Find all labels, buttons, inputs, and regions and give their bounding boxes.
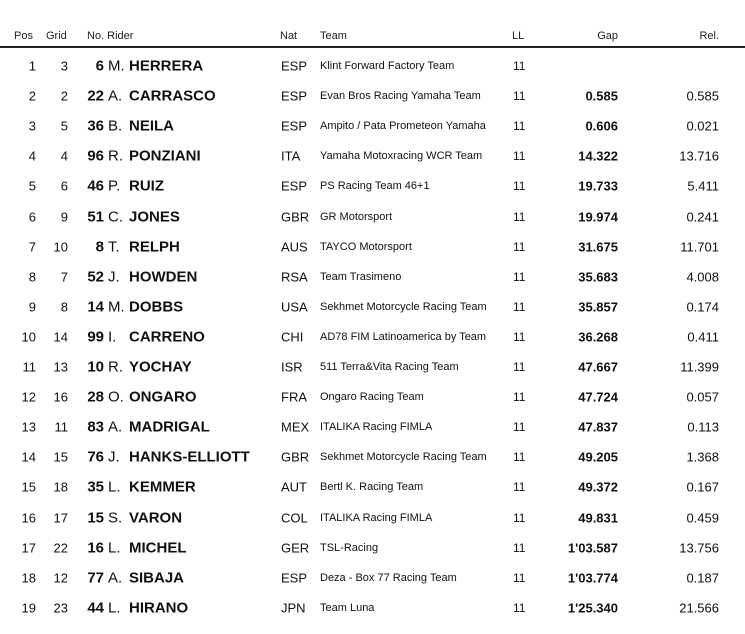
gap: 19.733 — [578, 178, 618, 194]
rider-initial: M. — [108, 57, 125, 75]
header-nat: Nat — [280, 30, 298, 42]
rider-name: NEILA — [129, 117, 174, 135]
grid: 13 — [53, 359, 68, 375]
team-name: Ampito / Pata Prometeon Yamaha — [320, 120, 486, 133]
gap: 31.675 — [578, 239, 618, 255]
rider-number: 28 — [87, 388, 104, 406]
position: 7 — [28, 239, 36, 255]
grid: 23 — [53, 600, 68, 616]
position: 12 — [21, 389, 36, 405]
relative-gap: 11.701 — [680, 239, 719, 255]
position: 1 — [28, 58, 36, 74]
table-row — [0, 141, 745, 171]
laps-led: 11 — [513, 420, 526, 435]
results-header — [0, 0, 745, 48]
rider-name: CARRASCO — [129, 87, 216, 105]
rider-initial: R. — [108, 358, 123, 376]
team-name: ITALIKA Racing FIMLA — [320, 421, 433, 434]
gap: 49.205 — [578, 449, 618, 465]
rider-name: PONZIANI — [129, 147, 201, 165]
nationality: ESP — [281, 58, 308, 74]
table-row — [0, 171, 745, 201]
table-row — [0, 232, 745, 262]
team-name: TAYCO Motorsport — [320, 240, 412, 253]
relative-gap: 11.399 — [680, 359, 719, 375]
position: 17 — [21, 540, 36, 556]
position: 18 — [21, 570, 36, 586]
gap: 0.585 — [585, 88, 618, 104]
team-name: TSL-Racing — [320, 541, 379, 554]
team-name: ITALIKA Racing FIMLA — [320, 511, 433, 524]
laps-led: 11 — [513, 179, 526, 194]
rider-name: KEMMER — [129, 478, 196, 496]
rider-name: MICHEL — [129, 539, 187, 557]
nationality: AUT — [281, 479, 307, 495]
relative-gap: 0.459 — [686, 510, 719, 525]
table-row — [0, 593, 745, 623]
gap: 0.606 — [585, 118, 618, 134]
table-row — [0, 51, 745, 81]
nationality: CHI — [281, 329, 304, 345]
rider-number: 14 — [87, 298, 104, 316]
laps-led: 11 — [513, 360, 526, 374]
rider-name: HIRANO — [129, 599, 189, 617]
rider-initial: A. — [108, 418, 123, 436]
team-name: GR Motorsport — [320, 210, 393, 223]
nationality: AUS — [281, 239, 308, 255]
gap: 47.667 — [578, 359, 618, 375]
position: 5 — [28, 178, 36, 194]
nationality: COL — [281, 510, 308, 525]
team-name: Team Luna — [320, 601, 375, 614]
rider-number: 44 — [87, 599, 104, 617]
laps-led: 11 — [513, 209, 526, 224]
laps-led: 11 — [513, 329, 526, 344]
rider-number: 83 — [87, 418, 104, 436]
laps-led: 11 — [513, 600, 526, 615]
laps-led: 11 — [513, 510, 526, 525]
rider-number: 51 — [87, 208, 104, 225]
team-name: Bertl K. Racing Team — [320, 481, 424, 494]
rider-name: VARON — [129, 509, 183, 526]
rider-number: 99 — [87, 328, 104, 346]
relative-gap: 0.187 — [686, 570, 719, 586]
header-pos: Pos — [14, 30, 33, 42]
rider-initial: T. — [108, 238, 120, 256]
position: 6 — [28, 209, 36, 224]
laps-led: 11 — [513, 269, 526, 284]
nationality: ESP — [281, 570, 308, 586]
laps-led: 11 — [513, 299, 526, 314]
rider-name: RELPH — [129, 238, 180, 256]
rider-number: 6 — [95, 57, 104, 75]
rider-name: JONES — [129, 208, 180, 225]
grid: 11 — [54, 419, 68, 435]
table-row — [0, 262, 745, 292]
header-rel: Rel. — [699, 30, 719, 42]
header-grid: Grid — [46, 30, 67, 42]
nationality: FRA — [281, 389, 307, 405]
table-row — [0, 81, 745, 111]
grid: 10 — [53, 239, 68, 255]
relative-gap: 13.716 — [679, 148, 719, 164]
rider-number: 76 — [87, 448, 104, 466]
rider-initial: J. — [108, 268, 120, 286]
rider-initial: L. — [108, 539, 121, 557]
team-name: Team Trasimeno — [320, 270, 402, 283]
gap: 36.268 — [578, 329, 618, 345]
position: 16 — [21, 510, 36, 525]
rider-name: MADRIGAL — [129, 418, 210, 436]
laps-led: 11 — [513, 540, 526, 555]
rider-name: HOWDEN — [129, 268, 198, 286]
relative-gap: 4.008 — [686, 269, 719, 285]
table-row — [0, 503, 745, 533]
rider-number: 46 — [87, 177, 104, 195]
gap: 1'25.340 — [567, 600, 618, 616]
rider-number: 35 — [87, 478, 104, 496]
rider-number: 10 — [87, 358, 104, 376]
rider-initial: S. — [108, 509, 123, 526]
rider-initial: A. — [108, 569, 123, 587]
rider-number: 22 — [87, 87, 104, 105]
relative-gap: 21.566 — [679, 600, 719, 616]
table-row — [0, 382, 745, 412]
position: 4 — [28, 148, 36, 164]
nationality: MEX — [281, 419, 310, 435]
rider-initial: I. — [108, 328, 117, 346]
table-row — [0, 202, 745, 232]
grid: 18 — [53, 479, 68, 495]
rider-number: 16 — [87, 539, 104, 557]
table-row — [0, 533, 745, 563]
nationality: RSA — [281, 269, 308, 285]
gap: 35.857 — [578, 299, 618, 315]
position: 10 — [21, 329, 36, 345]
grid: 17 — [53, 510, 68, 525]
grid: 22 — [53, 540, 68, 556]
rider-initial: M. — [108, 298, 125, 316]
header-no-rider: No. Rider — [87, 30, 134, 42]
gap: 1'03.774 — [567, 570, 618, 586]
team-name: Deza - Box 77 Racing Team — [320, 571, 457, 584]
table-row — [0, 563, 745, 593]
laps-led: 11 — [513, 390, 526, 405]
laps-led: 11 — [513, 59, 526, 73]
position: 15 — [21, 479, 36, 495]
position: 11 — [22, 359, 36, 375]
nationality: JPN — [281, 600, 306, 616]
grid: 3 — [60, 58, 68, 74]
team-name: Sekhmet Motorcycle Racing Team — [320, 451, 487, 464]
header-gap: Gap — [597, 30, 618, 42]
table-row — [0, 472, 745, 502]
rider-initial: A. — [108, 87, 123, 105]
relative-gap: 0.021 — [686, 118, 719, 134]
relative-gap: 1.368 — [686, 449, 719, 465]
team-name: Sekhmet Motorcycle Racing Team — [320, 300, 487, 313]
grid: 4 — [60, 148, 68, 164]
rider-name: HANKS-ELLIOTT — [129, 448, 250, 466]
gap: 14.322 — [578, 148, 618, 164]
nationality: ESP — [281, 88, 308, 104]
team-name: Yamaha Motoxracing WCR Team — [320, 150, 483, 163]
rider-number: 77 — [87, 569, 104, 587]
table-row — [0, 352, 745, 382]
laps-led: 11 — [513, 570, 526, 585]
position: 13 — [21, 419, 36, 435]
relative-gap: 0.585 — [686, 88, 719, 104]
relative-gap: 0.167 — [686, 479, 719, 495]
rider-initial: L. — [108, 599, 121, 617]
rider-initial: B. — [108, 117, 123, 135]
grid: 14 — [53, 329, 68, 345]
position: 8 — [28, 269, 36, 285]
rider-number: 15 — [87, 509, 104, 526]
team-name: Ongaro Racing Team — [320, 391, 424, 404]
relative-gap: 13.756 — [679, 540, 719, 556]
grid: 12 — [53, 570, 68, 586]
team-name: Klint Forward Factory Team — [320, 60, 455, 72]
rider-initial: C. — [108, 208, 123, 225]
nationality: GBR — [281, 209, 310, 224]
table-row — [0, 412, 745, 442]
rider-number: 96 — [87, 147, 104, 165]
grid: 9 — [60, 209, 68, 224]
laps-led: 11 — [513, 119, 526, 134]
rider-name: SIBAJA — [129, 569, 185, 587]
rider-initial: J. — [108, 448, 120, 466]
table-row — [0, 442, 745, 472]
team-name: 511 Terra&Vita Racing Team — [320, 361, 459, 373]
gap: 49.372 — [578, 479, 618, 495]
laps-led: 11 — [513, 149, 526, 164]
laps-led: 11 — [513, 239, 526, 254]
laps-led: 11 — [513, 480, 526, 495]
gap: 47.724 — [578, 389, 618, 405]
rider-initial: L. — [108, 478, 121, 496]
gap: 49.831 — [578, 510, 618, 525]
position: 14 — [21, 449, 36, 465]
relative-gap: 0.113 — [687, 419, 719, 435]
grid: 2 — [60, 88, 68, 104]
gap: 19.974 — [578, 209, 618, 224]
position: 9 — [28, 299, 36, 315]
gap: 35.683 — [578, 269, 618, 285]
nationality: GBR — [281, 449, 310, 465]
nationality: ITA — [281, 148, 301, 164]
nationality: USA — [281, 299, 308, 315]
rider-initial: O. — [108, 388, 124, 406]
grid: 15 — [53, 449, 68, 465]
rider-name: DOBBS — [129, 298, 184, 316]
rider-initial: P. — [108, 177, 121, 195]
rider-number: 8 — [95, 238, 104, 256]
position: 19 — [21, 600, 36, 616]
gap: 47.837 — [578, 419, 618, 435]
grid: 7 — [60, 269, 68, 285]
relative-gap: 0.174 — [686, 299, 719, 315]
rider-number: 36 — [87, 117, 104, 135]
nationality: ESP — [281, 118, 308, 134]
team-name: PS Racing Team 46+1 — [320, 180, 430, 193]
position: 2 — [28, 88, 36, 104]
laps-led: 11 — [513, 89, 526, 104]
relative-gap: 0.411 — [687, 329, 719, 345]
nationality: GER — [281, 540, 310, 556]
gap: 1'03.587 — [567, 540, 618, 556]
header-ll: LL — [512, 30, 525, 42]
rider-number: 52 — [87, 268, 104, 286]
table-row — [0, 292, 745, 322]
relative-gap: 0.057 — [686, 389, 719, 405]
grid: 8 — [60, 299, 68, 315]
table-row — [0, 322, 745, 352]
relative-gap: 0.241 — [686, 209, 719, 224]
relative-gap: 5.411 — [687, 178, 719, 194]
table-row — [0, 111, 745, 141]
rider-name: HERRERA — [129, 57, 204, 75]
team-name: AD78 FIM Latinoamerica by Team — [320, 330, 487, 343]
grid: 6 — [60, 178, 68, 194]
grid: 5 — [60, 118, 68, 134]
rider-name: ONGARO — [129, 388, 197, 406]
grid: 16 — [53, 389, 68, 405]
rider-name: RUIZ — [129, 177, 164, 195]
nationality: ISR — [281, 359, 303, 375]
laps-led: 11 — [513, 450, 526, 465]
team-name: Evan Bros Racing Yamaha Team — [320, 90, 481, 103]
header-team: Team — [320, 30, 347, 42]
position: 3 — [28, 118, 36, 134]
nationality: ESP — [281, 178, 308, 194]
rider-name: CARRENO — [129, 328, 205, 346]
rider-initial: R. — [108, 147, 123, 165]
rider-name: YOCHAY — [129, 358, 192, 376]
